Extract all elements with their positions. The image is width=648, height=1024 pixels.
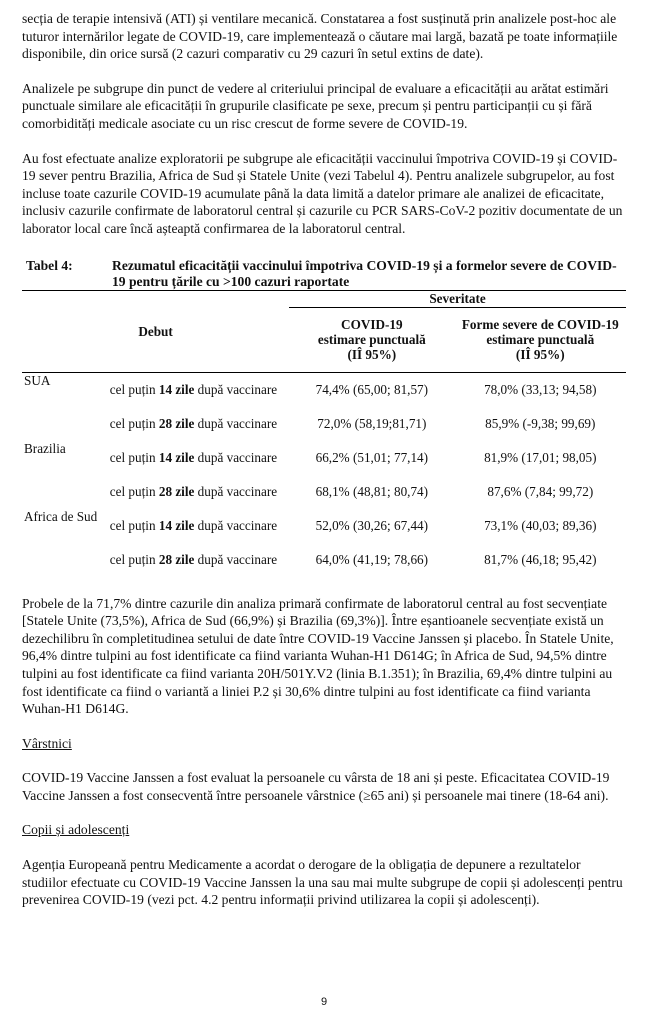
- onset-suffix: după vaccinare: [197, 551, 278, 567]
- col1-line2: estimare punctuală: [317, 332, 426, 348]
- onset-header-text: Debut: [138, 323, 173, 339]
- onset-cell: [110, 372, 289, 407]
- onset-prefix: cel puțin: [109, 381, 156, 397]
- table-row: [22, 475, 626, 509]
- covid-value-cell: 72,0% (58,19;81,71): [317, 415, 427, 431]
- heading-elderly: Vârstnici: [22, 735, 72, 751]
- paragraph-exploratory: Au fost efectuate analize exploratorii pe subgrupe ale eficacității vaccinului împotriva COVID-19 și COVID-19 sever pentru Brazilia, Africa de Sud și Statele Unite (vezi Tabelul 4). Pentru analizele subgrupelor, au fost incluse toate cazurile COVID-19 acumulate până la data limită a datelor primare ale analizei de eficacitate, inclusiv cazurile confirmate de laboratorul central și cazurile cu PCR SARS-CoV-2 pozitiv documentate de un laborator local care încă așteaptă confirmarea de la laboratorul central.: [22, 150, 623, 236]
- country-cell: SUA: [24, 372, 51, 388]
- table-row: [22, 509, 626, 543]
- col1-line3: (IÎ 95%): [347, 347, 397, 363]
- paragraph-children: Agenția Europeană pentru Medicamente a acordat o derogare de la obligația de depunere a rezultatelor studiilor efectuate cu COVID-19 Vaccine Janssen la una sau mai multe subgrupe de copii și adolescenți pentru prevenirea COVID-19 (vezi pct. 4.2 pentru informații privind utilizarea la copii și adolescenți).: [22, 857, 623, 908]
- covid-column-header: [289, 307, 455, 372]
- table-row: [22, 372, 626, 407]
- onset-prefix: cel puțin: [109, 449, 156, 465]
- severe-value-cell: 87,6% (7,84; 99,72): [487, 483, 594, 499]
- heading-children: Copii și adolescenți: [22, 822, 130, 838]
- severe-column-header: [455, 307, 626, 372]
- page-number: 9: [320, 996, 328, 1008]
- table-caption: [22, 258, 626, 290]
- col2-line2: estimare punctuală: [486, 332, 595, 348]
- onset-cell: [110, 543, 289, 577]
- severe-value-cell: 81,9% (17,01; 98,05): [484, 449, 597, 465]
- paragraph-icu: secția de terapie intensivă (ATI) și ventilare mecanică. Constatarea a fost susținută prin analizele post-hoc ale tuturor internărilor legate de COVID-19, care implementează o căutare mai largă, bazată pe toate informațiile disponibile, din orice sursă (2 cazuri comparativ cu 29 cazuri în setul extins de date).: [22, 11, 618, 62]
- onset-days: 14 zile: [158, 381, 195, 397]
- onset-prefix: cel puțin: [109, 517, 156, 533]
- onset-header: [22, 290, 289, 372]
- severe-value-cell: 73,1% (40,03; 89,36): [484, 517, 597, 533]
- table-body: [22, 372, 626, 577]
- onset-cell: [110, 441, 289, 475]
- severe-value-cell: 85,9% (-9,38; 99,69): [485, 415, 596, 431]
- col2-line3: (IÎ 95%): [515, 347, 565, 363]
- covid-value-cell: 74,4% (65,00; 81,57): [315, 381, 429, 397]
- paragraph-sequencing: Probele de la 71,7% dintre cazurile din analiza primară confirmate de laboratorul central au fost secvențiate [Statele Unite (73,5%), Africa de Sud (66,9%) și Brazilia (69,3%)]. Între eșantioanele secvențiate există un dezechilibru în completitudinea setului de date între COVID-19 Vaccine Janssen și placebo. În Statele Unite, 96,4% dintre tulpini au fost identificate ca fiind varianta Wuhan-H1 D614G; în Africa de Sud, 94,5% dintre tulpini au fost identificate ca fiind varianta 20H/501Y.V2 (linia B.1.351); în Brazilia, 69,4% dintre tulpini au fost identificate ca fiind o variantă a liniei P.2 și 30,6% dintre tulpini au fost identificate ca fiind varianta Wuhan-H1 D614G.: [22, 595, 614, 717]
- paragraph-elderly: COVID-19 Vaccine Janssen a fost evaluat la persoanele cu vârsta de 18 ani și peste. Eficacitatea COVID-19 Vaccine Janssen a fost consecventă între persoanele vârstnice (≥65 ani) și persoanele mai tinere (18-64 ani).: [22, 770, 610, 803]
- table-title: Rezumatul eficacității vaccinului împotriva COVID-19 și a formelor severe de COVID-19 pentru țările cu >100 cazuri raportate: [112, 257, 617, 289]
- country-cell: Brazilia: [24, 440, 66, 456]
- onset-suffix: după vaccinare: [197, 449, 278, 465]
- onset-days: 28 zile: [158, 415, 195, 431]
- covid-value-cell: 68,1% (48,81; 80,74): [315, 483, 429, 499]
- onset-days: 14 zile: [158, 517, 195, 533]
- onset-cell: [110, 509, 289, 543]
- paragraph-subgroups: Analizele pe subgrupe din punct de vedere al criteriului principal de evaluare a eficacității au arătat estimări punctuale similare ale eficacității în grupurile clasificate pe sexe, precum și pentru participanții cu și fără comorbidități medicale asociate cu un risc crescut de forme severe de COVID-19.: [22, 80, 609, 131]
- table-row: [22, 543, 626, 577]
- table-row: [22, 407, 626, 441]
- onset-prefix: cel puțin: [109, 415, 156, 431]
- onset-days: 28 zile: [158, 551, 195, 567]
- severe-value-cell: 78,0% (33,13; 94,58): [484, 381, 597, 397]
- onset-cell: [110, 475, 289, 509]
- table-label: Tabel 4:: [26, 257, 73, 273]
- onset-suffix: după vaccinare: [197, 483, 278, 499]
- covid-value-cell: 52,0% (30,26; 67,44): [315, 517, 429, 533]
- document-page: [22, 10, 626, 909]
- onset-days: 14 zile: [158, 449, 195, 465]
- covid-value-cell: 66,2% (51,01; 77,14): [315, 449, 429, 465]
- col1-line1: COVID-19: [341, 317, 403, 333]
- severe-value-cell: 81,7% (46,18; 95,42): [484, 551, 597, 567]
- onset-suffix: după vaccinare: [197, 517, 278, 533]
- onset-suffix: după vaccinare: [197, 381, 278, 397]
- onset-suffix: după vaccinare: [197, 415, 278, 431]
- table-row: [22, 441, 626, 475]
- severity-header: Severitate: [289, 290, 626, 307]
- country-cell: Africa de Sud: [24, 508, 98, 524]
- onset-prefix: cel puțin: [109, 483, 156, 499]
- onset-days: 28 zile: [158, 483, 195, 499]
- onset-prefix: cel puțin: [109, 551, 156, 567]
- onset-cell: [110, 407, 289, 441]
- col2-line1: Forme severe de COVID-19: [461, 317, 619, 333]
- efficacy-table: [22, 290, 626, 577]
- covid-value-cell: 64,0% (41,19; 78,66): [315, 551, 429, 567]
